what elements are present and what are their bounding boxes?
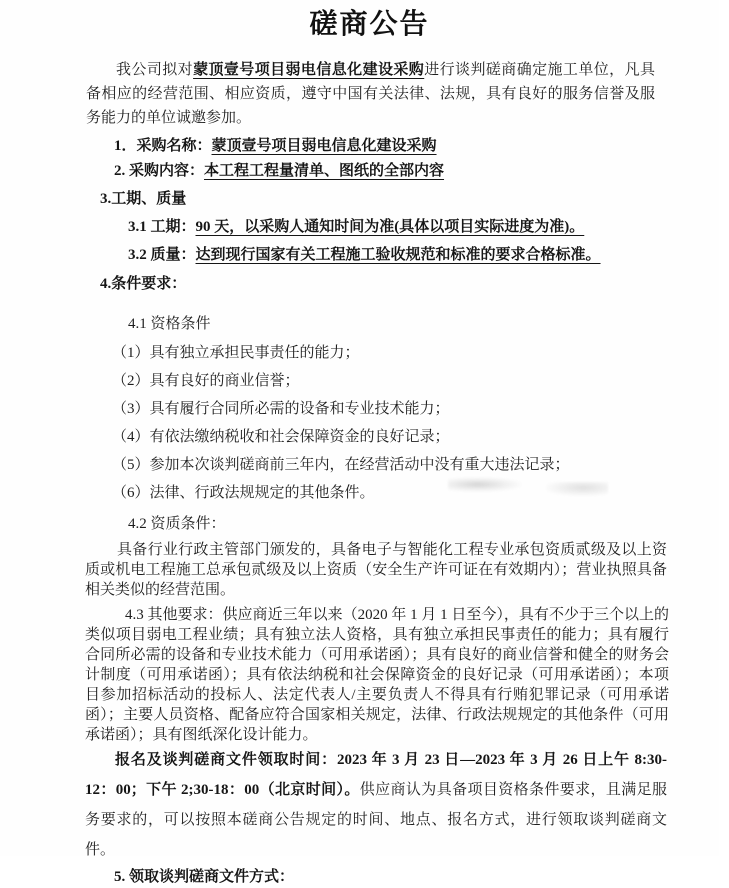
other-requirements-body: 供应商近三年以来（2020 年 1 月 1 日至今），具有不少于三个以上的类似项目弱电工程业绩；具有独立法人资格，具有独立承担民事责任的能力；具有履行合同所必需的设备和专业技术能力（可用承诺函）；具有良好的商业信誉和健全的财务会计制度（可用承诺函）；具有依法纳税和社会保障资金的良好记录（可用承诺函）；本项目参加招标活动的投标人、法定代表人/主要负责人不得具有行贿犯罪记录（可用承诺函）；主要人员资格、配备应符合国家相关规定，法律、行政法规规定的其他条件（可用承诺函）；具有图纸深化设计能力。 — [85, 607, 669, 743]
intro-paragraph — [86, 58, 655, 130]
duration-value: 90 天，以采购人通知时间为准(具体以项目实际进度为准)。 — [195, 219, 585, 235]
purchase-name-label: 1．采购名称： — [114, 138, 212, 154]
purchase-content-row — [114, 160, 719, 183]
section-4-1-title: 4.1 资格条件 — [128, 316, 211, 332]
page-title: 磋商公告 — [309, 9, 430, 40]
qualification-list — [0, 343, 719, 504]
qualification-item-6: （6）法律、行政法规规定的其他条件。 — [112, 485, 375, 501]
quality-label: 3.2 质量： — [128, 247, 196, 263]
duration-label: 3.1 工期： — [128, 219, 196, 235]
section-3-2-row — [128, 244, 719, 267]
purchase-content-value: 本工程工程量清单、图纸的全部内容 — [204, 163, 445, 179]
intro-suffix: 进行谈判磋商确定施工单位，凡具备相应的经营范围、相应资质，遵守中国有关法律、法规，具有良好的服务信誉及服务能力的单位诚邀参加。 — [86, 62, 655, 126]
quality-value: 达到现行国家有关工程施工验收规范和标准的要求合格标准。 — [195, 247, 601, 263]
qualification-item-3: （3）具有履行合同所必需的设备和专业技术能力； — [112, 401, 450, 417]
intro-prefix: 我公司拟对 — [116, 62, 194, 78]
section-4-2-title: 4.2 资质条件： — [128, 516, 226, 532]
other-requirements-label: 4.3 其他要求： — [125, 607, 223, 623]
qualification-item-2: （2）具有良好的商业信誉； — [112, 373, 300, 389]
registration-paragraph — [85, 745, 667, 865]
qualification-item-4: （4）有依法缴纳税收和社会保障资金的良好记录； — [112, 429, 450, 445]
purchase-name-row — [114, 135, 719, 158]
registration-time-label: 报名及谈判磋商文件领取时间： — [115, 752, 337, 768]
section-4-title: 4.条件要求： — [100, 276, 187, 292]
section-4-3-paragraph — [85, 605, 669, 745]
qualification-item-1: （1）具有独立承担民事责任的能力； — [112, 345, 360, 361]
registration-time-value: 2023 年 3 月 23 日—2023 年 3 月 26 日上午 8:30-12：00；下午 2;30-18：00（北京时间）。 — [85, 752, 667, 798]
section-5-title: 5. 领取谈判磋商文件方式： — [114, 869, 295, 885]
registration-body: 供应商认为具备项目资格条件要求，且满足服务要求的，可以按照本磋商公告规定的时间、地点、报名方式，进行领取谈判磋商文件。 — [85, 782, 667, 858]
purchase-name-value: 蒙顶壹号项目弱电信息化建设采购 — [211, 138, 437, 154]
section-3-title: 3.工期、质量 — [100, 191, 187, 207]
purchase-content-label: 2. 采购内容： — [114, 163, 205, 179]
section-3-1-row — [128, 216, 719, 239]
section-4-2-body: 具备行业行政主管部门颁发的，具备电子与智能化工程专业承包资质贰级及以上资质或机电工程施工总承包贰级及以上资质（安全生产许可证在有效期内）；营业执照具备相关类似的经营范围。 — [85, 542, 667, 598]
project-name-highlight: 蒙顶壹号项目弱电信息化建设采购 — [193, 62, 425, 78]
qualification-item-5: （5）参加本次谈判磋商前三年内，在经营活动中没有重大违法记录； — [112, 457, 570, 473]
